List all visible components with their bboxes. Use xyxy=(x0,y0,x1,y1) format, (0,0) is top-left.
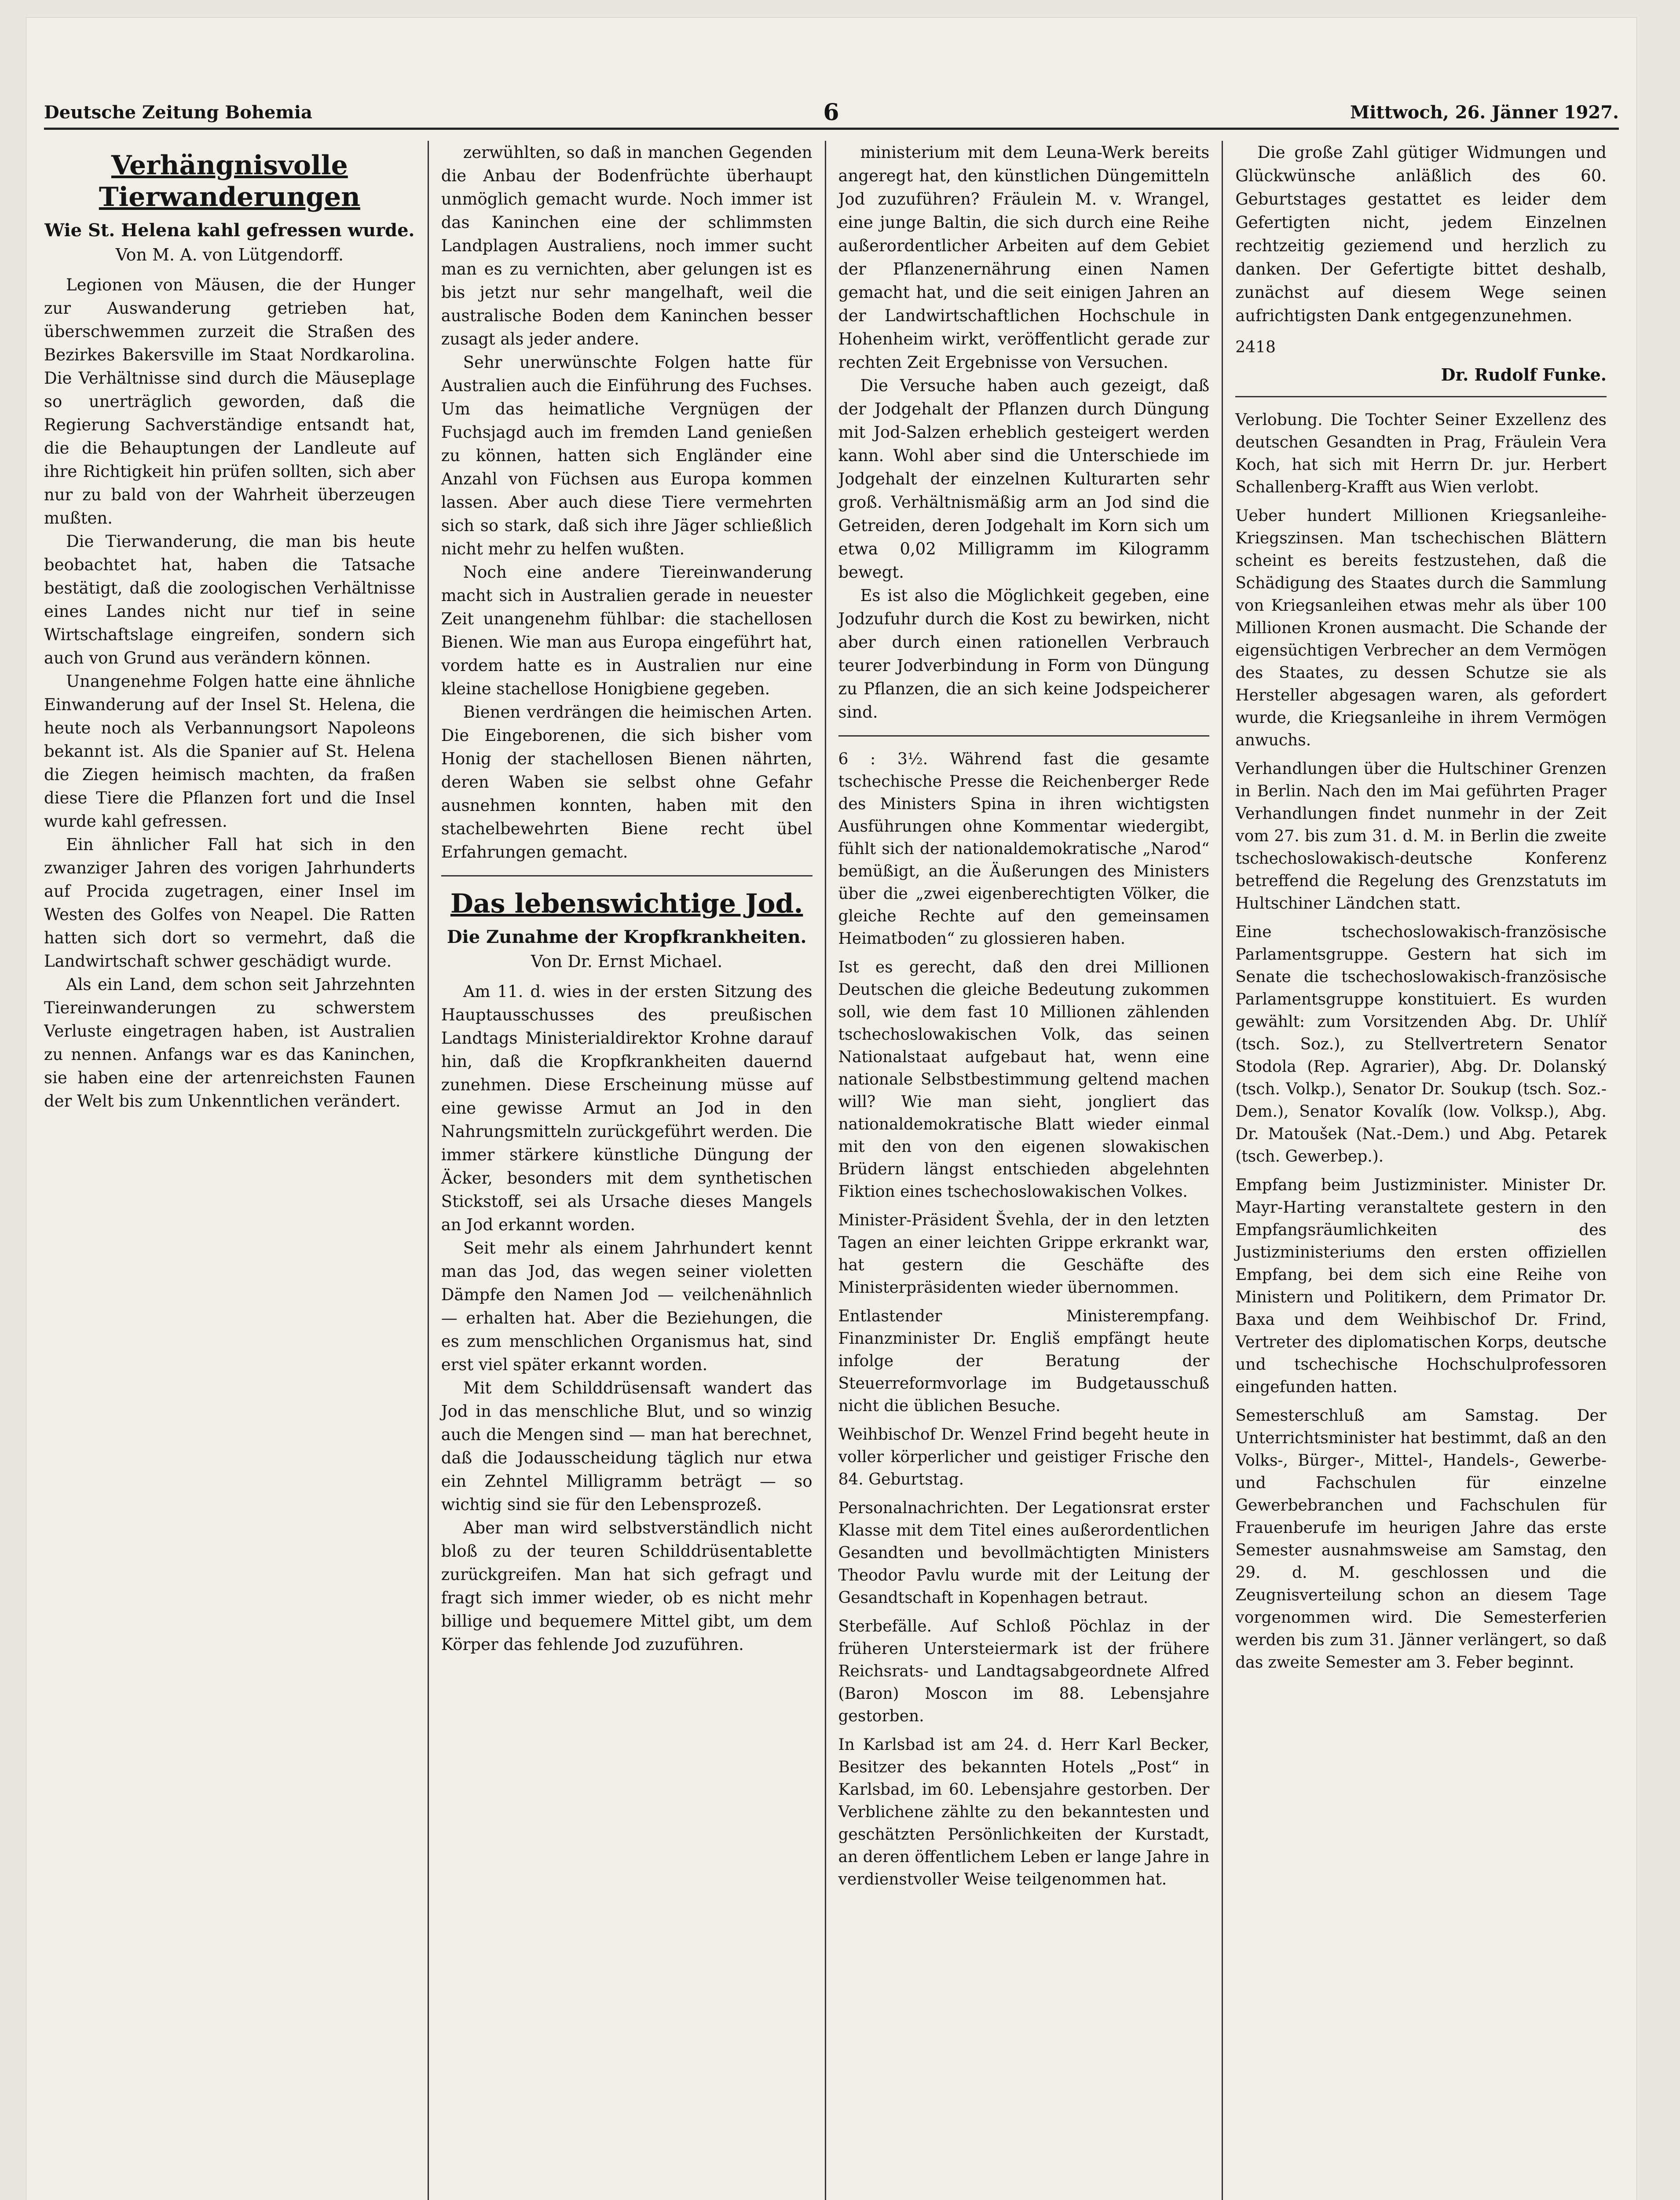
paragraph: Als ein Land, dem schon seit Jahrzehnten Tiereinwanderungen zu schwerstem Verluste eingetragen haben, ist Australien zu nennen. Anfangs war es das Kaninchen, sie haben eine der artenreichsten Faunen der Welt bis zum Unkenntlichen verändert. xyxy=(44,975,415,1111)
paragraph: Unangenehme Folgen hatte eine ähnliche Einwanderung auf der Insel St. Helena, die heute noch als Verbannungsort Napoleons bekannt ist. Als die Spanier auf St. Helena die Ziegen heimisch machten, da fraßen diese Tiere die Pflanzen fort und die Insel wurde kahl gefressen. xyxy=(44,672,415,831)
paragraph: Mit dem Schilddrüsensaft wandert das Jod in das menschliche Blut, und so winzig auch die Mengen sind — man hat berechnet, daß die Jodausscheidung täglich nur etwa ein Zehntel Milligramm beträgt — so wichtig sind sie für den Lebensprozeß. xyxy=(441,1379,813,1514)
news-item: Personalnachrichten. Der Legationsrat erster Klasse mit dem Titel eines außerordentlichen Gesandten und bevollmächtigten Ministers Theodor Pavlu wurde mit der Leitung der Gesandtschaft in Kopenhagen betraut. xyxy=(838,1499,1210,1607)
article-body-2 xyxy=(441,980,813,1656)
news-item: Verhandlungen über die Hultschiner Grenzen in Berlin. Nach den im Mai geführten Prager Verhandlungen findet nunmehr in der Zeit vom 27. bis zum 31. d. M. in Berlin die zweite tschechoslowakisch-deutsche Konferenz betreffend die Regelung des Grenzstatuts im Hultschiner Ländchen statt. xyxy=(1235,760,1607,913)
paragraph: Die Tierwanderung, die man bis heute beobachtet hat, haben die Tatsache bestätigt, daß die zoologischen Verhältnisse eines Landes nicht nur tief in seine Wirtschaftslage eingreifen, sondern sich auch von Grund aus verändern können. xyxy=(44,532,415,667)
page-header xyxy=(44,97,1619,130)
newspaper-name: Deutsche Zeitung Bohemia xyxy=(44,102,312,123)
article-subtitle: Wie St. Helena kahl gefressen wurde. xyxy=(44,220,415,241)
column-2 xyxy=(429,141,826,2200)
article-body-2-continued xyxy=(838,141,1210,724)
paragraph: Ein ähnlicher Fall hat sich in den zwanziger Jahren des vorigen Jahrhunderts auf Procida zugetragen, einer Insel im Westen des Golfes von Neapel. Die Ratten hatten sich dort so vermehrt, daß die Landwirtschaft schwer geschädigt wurde. xyxy=(44,835,415,971)
issue-date: Mittwoch, 26. Jänner 1927. xyxy=(1350,102,1619,123)
column-4 xyxy=(1223,141,1619,2200)
article-subtitle-2: Die Zunahme der Kropfkrankheiten. xyxy=(447,927,807,947)
divider xyxy=(441,875,813,876)
news-item: Verlobung. Die Tochter Seiner Exzellenz des deutschen Gesandten in Prag, Fräulein Vera Koch, hat sich mit Herrn Dr. jur. Herbert Schallenberg-Krafft aus Wien verlobt. xyxy=(1235,411,1607,496)
signature: Dr. Rudolf Funke. xyxy=(1441,365,1607,385)
newspaper-page xyxy=(26,18,1636,2200)
paragraph: Aber man wird selbstverständlich nicht bloß zu der teuren Schilddrüsentablette zurückgreifen. Man hat sich gefragt und fragt sich immer wieder, ob es nicht mehr billige und bequemere Mittel gibt, um dem Körper das fehlende Jod zuzuführen. xyxy=(441,1518,813,1654)
news-item: Eine tschechoslowakisch-französische Parlamentsgruppe. Gestern hat sich im Senate die tschechoslowakisch-französische Parlamentsgruppe konstituiert. Es wurden gewählt: zum Vorsitzenden Abg. Dr. Uhlíř (tsch. Soz.), zu Stellvertretern Senator Stodola (Rep. Agrarier), Abg. Dr. Dolanský (tsch. Volkp.), Senator Dr. Soukup (tsch. Soz.-Dem.), Senator Kovalík (low. Volksp.), Abg. Dr. Matoušek (Nat.-Dem.) und Abg. Petarek (tsch. Gewerbep.). xyxy=(1235,923,1607,1166)
news-item: Empfang beim Justizminister. Minister Dr. Mayr-Harting veranstaltete gestern in den Empfangsräumlichkeiten des Justizministeriums den ersten offiziellen Empfang, bei dem sich eine Reihe von Ministern und Politikern, dem Primator Dr. Baxa und dem Weihbischof Dr. Frind, Vertreter des diplomatischen Korps, deutsche und tschechische Hochschulprofessoren eingefunden hatten. xyxy=(1235,1176,1607,1396)
paragraph: Die große Zahl gütiger Widmungen und Glückwünsche anläßlich des 60. Geburtstages gestattet es leider dem Gefertigten nicht, jedem Einzelnen rechtzeitig geziemend und herzlich zu danken. Der Gefertigte bittet deshalb, zunächst auf diesem Wege seinen aufrichtigsten Dank entgegenzunehmen. xyxy=(1235,143,1607,325)
article-title-2: Das lebenswichtige Jod. xyxy=(450,888,803,919)
news-item: Semesterschluß am Samstag. Der Unterrichtsminister hat bestimmt, daß an den Volks-, Bürger-, Mittel-, Handels-, Gewerbe- und Fachschulen für einzelne Gewerbebranchen und Fachschulen für Frauenberufe im heurigen Jahre das erste Semester ausnahmsweise am Samstag, den 29. d. M. geschlossen und die Zeugnisverteilung schon an diesem Tage vorgenommen wird. Die Semesterferien werden bis zum 31. Jänner verlängert, so daß das zweite Semester am 3. Feber beginnt. xyxy=(1235,1407,1607,1672)
article-byline-2: Von Dr. Ernst Michael. xyxy=(531,952,723,971)
column-3 xyxy=(826,141,1223,2200)
article-title: Verhängnisvolle Tierwanderungen xyxy=(99,150,360,213)
news-item: Minister-Präsident Švehla, der in den letzten Tagen an einer leichten Grippe erkrankt war, hat gestern die Geschäfte des Ministerpräsidenten wieder übernommen. xyxy=(838,1211,1210,1297)
thanks-notice xyxy=(1235,141,1607,327)
page-number: 6 xyxy=(823,99,839,126)
news-item: Weihbischof Dr. Wenzel Frind begeht heute in voller körperlicher und geistiger Frische den 84. Geburtstag. xyxy=(838,1426,1210,1489)
article-body xyxy=(44,273,415,1113)
news-item: Ueber hundert Millionen Kriegsanleihe-Kriegszinsen. Man tschechischen Blättern scheint es bereits festzustehen, daß die Schädigung des Staates durch die Sammlung von Kriegsanleihen etwas mehr als über 100 Millionen Kronen ausmacht. Die Schande der eigensüchtigen Verbrecher an dem Vermögen des Staates, zu dessen Schutze sie als Hersteller abgesagen waren, als gefordert wurde, die Kriegsanleihe in ihrem Vermögen anwuchs. xyxy=(1235,507,1607,749)
paragraph: Seit mehr als einem Jahrhundert kennt man das Jod, das wegen seiner violetten Dämpfe den Namen Jod — veilchenähnlich — erhalten hat. Aber die Beziehungen, die es zum menschlichen Organismus hat, sind erst viel später erkannt worden. xyxy=(441,1239,813,1374)
paragraph: zerwühlten, so daß in manchen Gegenden die Anbau der Bodenfrüchte überhaupt unmöglich gemacht wurde. Noch immer ist das Kaninchen eine der schlimmsten Landplagen Australiens, noch immer sucht man es zu vernichten, aber gelungen ist es bis jetzt nur sehr mangelhaft, weil die australische Boden dem Kaninchen besser zusagt als jeder andere. xyxy=(441,143,813,348)
article-byline: Von M. A. von Lütgendorff. xyxy=(115,245,344,264)
news-item: 6 : 3½. Während fast die gesamte tschechische Presse die Reichenberger Rede des Ministers Spina in ihren wichtigsten Ausführungen ohne Kommentar wiedergibt, fühlt sich der nationaldemokratische „Narod“ bemüßigt, an die Äußerungen des Ministers über die „zwei eigenberechtigten Völker, die gleiche Rechte auf den gemeinsamen Heimatboden“ zu glossieren haben. xyxy=(838,750,1210,948)
paragraph: Noch eine andere Tiereinwanderung macht sich in Australien gerade in neuester Zeit unangenehm fühlbar: die stachellosen Bienen. Wie man aus Europa eingeführt hat, vordem hatte es in Australien nur eine kleine stachellose Honigbiene gegeben. xyxy=(441,563,813,698)
paragraph: Es ist also die Möglichkeit gegeben, eine Jodzufuhr durch die Kost zu bewirken, nicht aber durch einen rationellen Verbrauch teurer Jodverbindung in Form von Düngung zu Pflanzen, die an sich keine Jodspeicherer sind. xyxy=(838,586,1210,722)
paragraph: Am 11. d. wies in der ersten Sitzung des Hauptausschusses des preußischen Landtags Ministerialdirektor Krohne darauf hin, daß die Kropfkrankheiten dauernd zunehmen. Diese Erscheinung müsse auf eine gewisse Armut an Jod in den Nahrungsmitteln zurückgeführt werden. Die immer stärkere künstliche Düngung der Äcker, besonders mit dem synthetischen Stickstoff, sei als Ursache dieses Mangels an Jod erkannt worden. xyxy=(441,982,813,1234)
column-1 xyxy=(44,141,429,2200)
paragraph: Bienen verdrängen die heimischen Arten. Die Eingeborenen, die sich bisher vom Honig der stachellosen Bienen nährten, deren Waben sie selbst ohne Gefahr ausnehmen konnten, haben mit den stachelbewehrten Biene recht übel Erfahrungen gemacht. xyxy=(441,703,813,862)
paragraph: Sehr unerwünschte Folgen hatte für Australien auch die Einführung des Fuchses. Um das heimatliche Vergnügen der Fuchsjagd auch im fremden Land genießen zu können, hatten sich Engländer eine Anzahl von Füchsen aus Europa kommen lassen. Aber auch diese Tiere vermehrten sich so stark, daß sich ihre Jäger schließlich nicht mehr zu helfen wußten. xyxy=(441,353,813,558)
paragraph: Die Versuche haben auch gezeigt, daß der Jodgehalt der Pflanzen durch Düngung mit Jod-Salzen erheblich gesteigert werden kann. Wohl aber sind die Unterschiede im Jodgehalt der einzelnen Kulturarten sehr groß. Verhältnismäßig arm an Jod sind die Getreiden, deren Jodgehalt im Korn sich um etwa 0,02 Milligramm im Kilogramm bewegt. xyxy=(838,376,1210,582)
paragraph: ministerium mit dem Leuna-Werk bereits angeregt hat, den künstlichen Düngemitteln Jod zuzuführen? Fräulein M. v. Wrangel, eine junge Baltin, die sich durch eine Reihe außerordentlicher Arbeiten auf dem Gebiet der Pflanzenernährung einen Namen gemacht hat, und die seit einigen Jahren an der Landwirtschaftlichen Hochschule in Hohenheim wirkt, veröffentlicht gerade zur rechten Zeit Ergebnisse von Versuchen. xyxy=(838,143,1210,372)
divider xyxy=(1235,396,1607,397)
news-item: Sterbefälle. Auf Schloß Pöchlaz in der früheren Untersteiermark ist der frühere Reichsrats- und Landtagsabgeordnete Alfred (Baron) Moscon im 88. Lebensjahre gestorben. xyxy=(838,1617,1210,1725)
divider xyxy=(838,735,1210,737)
news-item: Entlastender Ministerempfang. Finanzminister Dr. Engliš empfängt heute infolge der Beratung der Steuerreformvorlage im Budgetausschuß nicht die üblichen Besuche. xyxy=(838,1307,1210,1415)
notice-reference: 2418 xyxy=(1235,338,1276,356)
news-item: Ist es gerecht, daß den drei Millionen Deutschen die gleiche Bedeutung zukommen soll, wie dem fast 10 Millionen zählenden tschechoslowakischen Volk, das seinen Nationalstaat aufgebaut hat, wenn eine nationale Selbstbestimmung geltend machen will? Wie man sieht, jongliert das nationaldemokratische Blatt wieder einmal mit den von den eigenen slowakischen Brüdern längst entschieden abgelehnten Fiktion eines tschechoslowakischen Volkes. xyxy=(838,958,1210,1201)
columns xyxy=(44,141,1619,2200)
article-body-continued xyxy=(441,141,813,864)
news-item: In Karlsbad ist am 24. d. Herr Karl Becker, Besitzer des bekannten Hotels „Post“ in Karlsbad, im 60. Lebensjahre gestorben. Der Verblichene zählte zu den bekanntesten und geschätzten Persönlichkeiten der Kurstadt, an deren öffentlichem Leben er lange Jahre in verdienstvoller Weise teilgenommen hat. xyxy=(838,1736,1210,1888)
paragraph: Legionen von Mäusen, die der Hunger zur Auswanderung getrieben hat, überschwemmen zurzeit die Straßen des Bezirkes Bakersville im Staat Nordkarolina. Die Verhältnisse sind durch die Mäuseplage so unerträglich geworden, daß die Regierung Sachverständige entsandt hat, die die Behauptungen der Landleute auf ihre Richtigkeit hin prüfen sollten, sich aber nur zu bald von der Wahrheit überzeugen mußten. xyxy=(44,275,415,528)
